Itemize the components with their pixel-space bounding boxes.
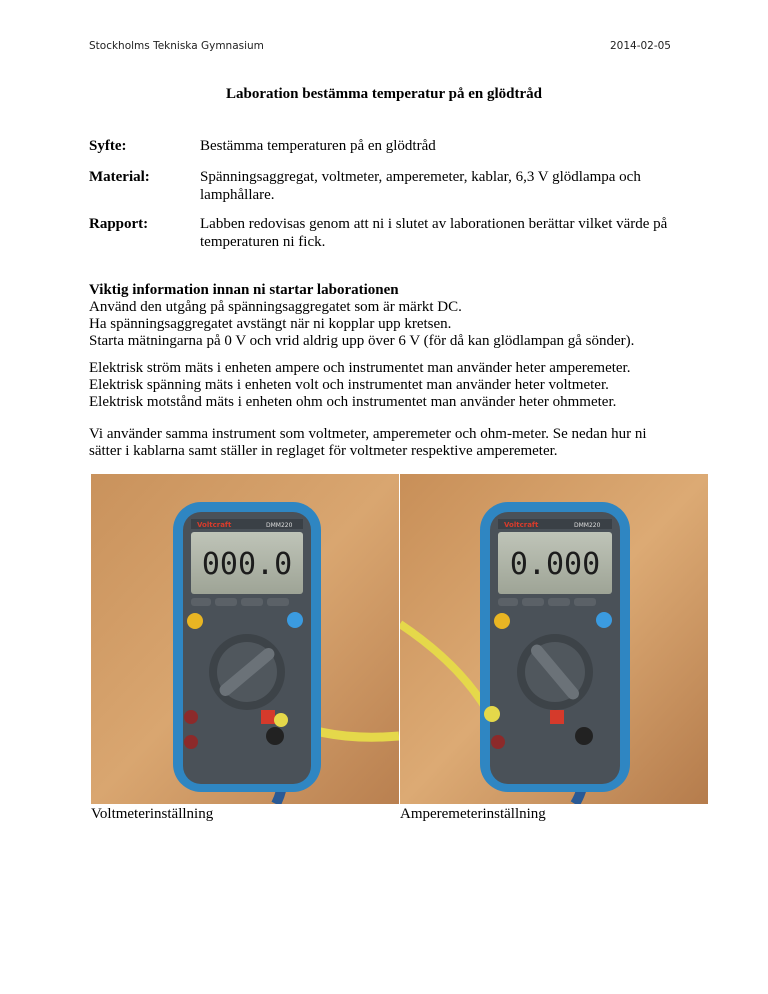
- meter-model: DMM220: [574, 522, 601, 529]
- brand-logo: Voltcraft: [504, 521, 539, 529]
- field-value: Labben redovisas genom att ni i slutet av laborationen berättar vilket värde på temperaturen ni fick.: [200, 216, 668, 250]
- amperemeter-caption: Amperemeterinställning: [400, 806, 546, 822]
- usage-section: [89, 426, 689, 460]
- voltmeter-caption: Voltmeterinställning: [91, 806, 214, 822]
- usage-line: sätter i kablarna samt ställer in reglaget för voltmeter respektive amperemeter.: [89, 443, 558, 459]
- brand-logo: Voltcraft: [197, 521, 232, 529]
- voltmeter-photo: [91, 474, 399, 804]
- info-heading: Viktig information innan ni startar laborationen: [89, 282, 399, 298]
- meter-model: DMM220: [266, 522, 293, 529]
- meter-display: 000.0: [201, 547, 293, 582]
- info-line: Starta mätningarna på 0 V och vrid aldrig upp över 6 V (för då kan glödlampan gå sönder).: [89, 333, 635, 349]
- usage-line: Vi använder samma instrument som voltmeter, amperemeter och ohm-meter. Se nedan hur ni: [89, 426, 647, 442]
- field-value: Spänningsaggregat, voltmeter, amperemeter, kablar, 6,3 V glödlampa och lamphållare.: [200, 169, 641, 203]
- amperemeter-photo: [400, 474, 708, 804]
- field-label: Syfte:: [89, 138, 127, 154]
- units-line: Elektrisk ström mäts i enheten ampere och instrumentet man använder heter amperemeter.: [89, 360, 631, 376]
- header-date: 2014-02-05: [609, 40, 671, 52]
- field-label: Material:: [89, 169, 150, 185]
- field-value: Bestämma temperaturen på en glödtråd: [200, 138, 436, 154]
- units-line: Elektrisk spänning mäts i enheten volt och instrumentet man använder heter voltmeter.: [89, 377, 609, 393]
- header-school: Stockholms Tekniska Gymnasium: [89, 40, 264, 52]
- info-line: Använd den utgång på spänningsaggregatet som är märkt DC.: [89, 299, 462, 315]
- units-section: [89, 360, 689, 411]
- document-title: Laboration bestämma temperatur på en glödtråd: [226, 86, 542, 102]
- field-label: Rapport:: [89, 216, 149, 232]
- units-line: Elektrisk motstånd mäts i enheten ohm och instrumentet man använder heter ohmmeter.: [89, 394, 617, 410]
- info-section: [89, 282, 689, 350]
- info-line: Ha spänningsaggregatet avstängt när ni kopplar upp kretsen.: [89, 316, 452, 332]
- meter-display: 0.000: [509, 547, 601, 582]
